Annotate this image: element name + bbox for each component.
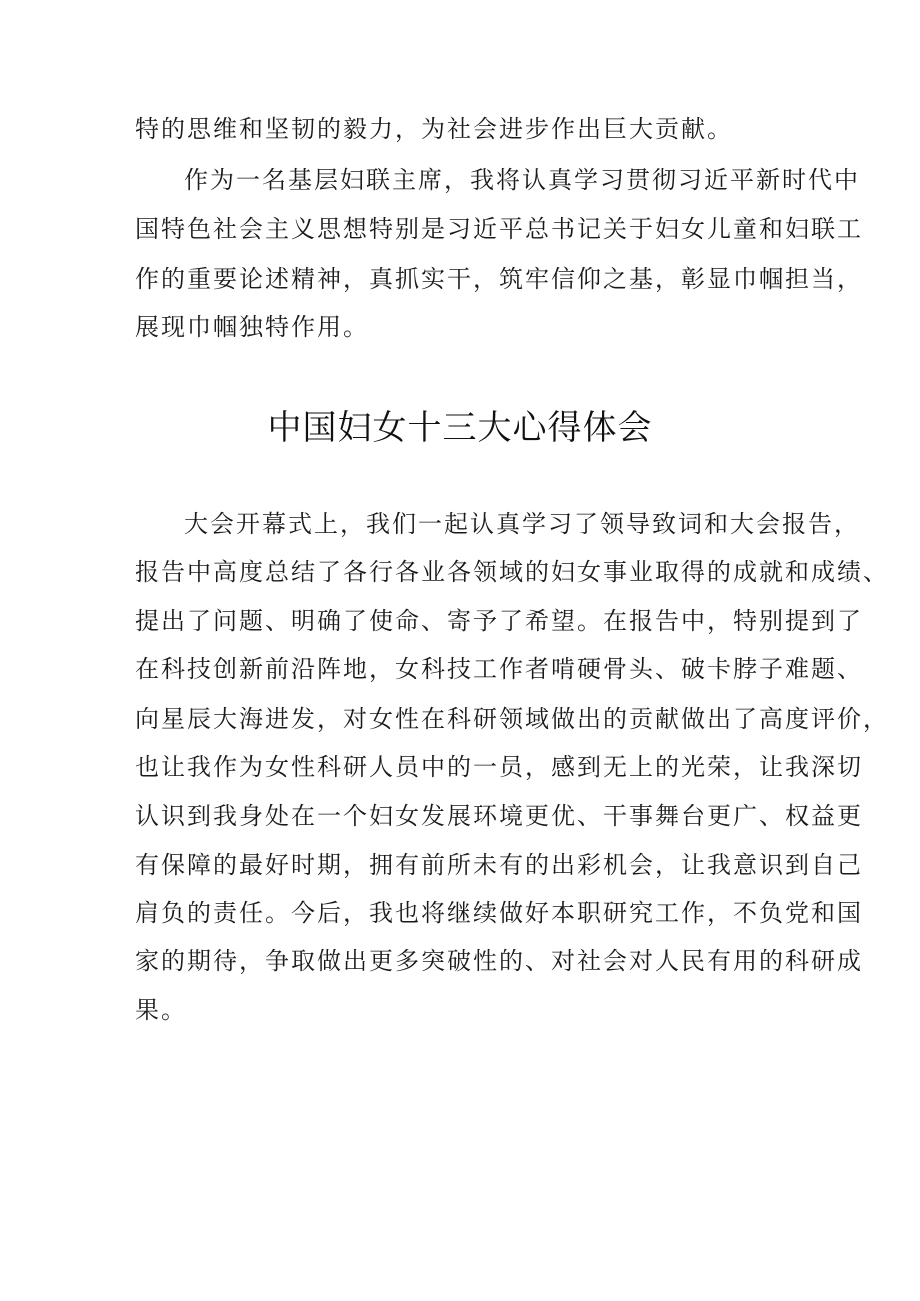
body-line: 果。	[135, 996, 187, 1024]
section-title: 中国妇女十三大心得体会	[267, 408, 653, 448]
body-line: 也让我作为女性科研人员中的一员，感到无上的光荣，让我深切	[135, 753, 863, 781]
intro-line: 特的思维和坚韧的毅力，为社会进步作出巨大贡献。	[135, 115, 733, 143]
body-line: 报告中高度总结了各行各业各领域的妇女事业取得的成就和成绩、	[135, 558, 889, 586]
body-line: 提出了问题、明确了使命、寄予了希望。在报告中，特别提到了	[135, 607, 863, 635]
body-line: 家的期待，争取做出更多突破性的、对社会对人民有用的科研成	[135, 947, 863, 975]
body-line: 肩负的责任。今后，我也将继续做好本职研究工作，不负党和国	[135, 899, 863, 927]
body-line: 在科技创新前沿阵地，女科技工作者啃硬骨头、破卡脖子难题、	[135, 655, 863, 683]
intro-line: 作为一名基层妇联主席，我将认真学习贯彻习近平新时代中	[184, 166, 860, 194]
body-line: 有保障的最好时期，拥有前所未有的出彩机会，让我意识到自己	[135, 851, 863, 879]
body-line: 向星辰大海进发，对女性在科研领域做出的贡献做出了高度评价，	[135, 705, 889, 733]
intro-line: 国特色社会主义思想特别是习近平总书记关于妇女儿童和妇联工	[135, 215, 863, 243]
body-line: 认识到我身处在一个妇女发展环境更优、干事舞台更广、权益更	[135, 802, 863, 830]
body-line: 大会开幕式上，我们一起认真学习了领导致词和大会报告，	[184, 510, 860, 538]
intro-line: 展现巾帼独特作用。	[135, 313, 369, 341]
intro-line: 作的重要论述精神，真抓实干，筑牢信仰之基，彰显巾帼担当，	[135, 265, 863, 293]
